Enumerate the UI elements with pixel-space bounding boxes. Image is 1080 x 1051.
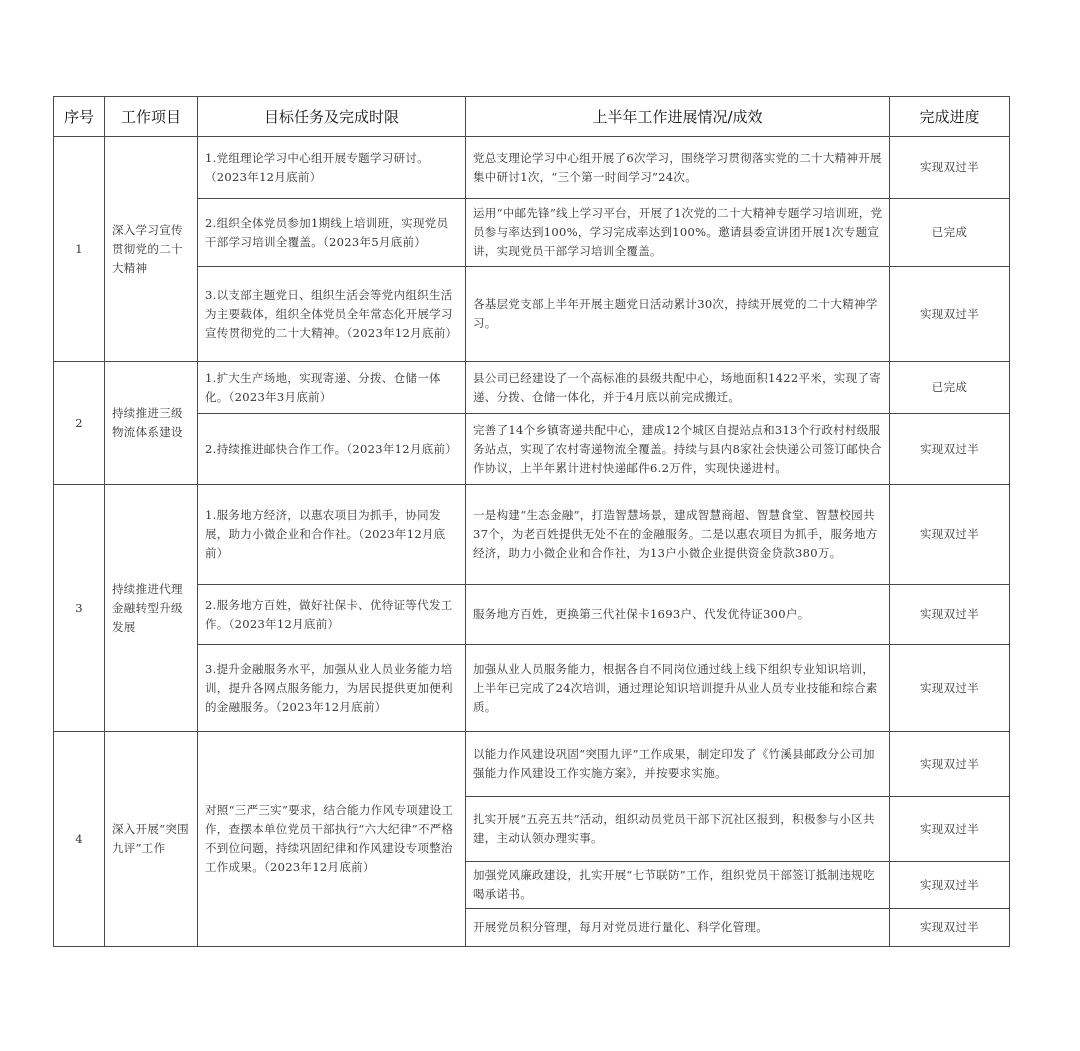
header-item: 工作项目 xyxy=(105,97,198,137)
completion-status: 实现双过半 xyxy=(890,267,1010,362)
header-progress: 上半年工作进展情况/成效 xyxy=(466,97,890,137)
target-task: 对照“三严三实”要求，结合能力作风专项建设工作，查摆本单位党员干部执行“六大纪律”不严格不到位问题，持续巩固纪律和作风建设专项整治工作成果。（2023年12月底前） xyxy=(198,732,466,947)
progress-result: 以能力作风建设巩固“突围九评”工作成果，制定印发了《竹溪县邮政分公司加强能力作风建设工作实施方案》，并按要求实施。 xyxy=(466,732,890,797)
target-task: 3.以支部主题党日、组织生活会等党内组织生活为主要载体，组织全体党员全年常态化开展学习宣传贯彻党的二十大精神。（2023年12月底前） xyxy=(198,267,466,362)
completion-status: 实现双过半 xyxy=(890,862,1010,909)
completion-status: 实现双过半 xyxy=(890,732,1010,797)
completion-status: 已完成 xyxy=(890,199,1010,267)
progress-result: 运用“中邮先锋”线上学习平台，开展了1次党的二十大精神专题学习培训班，党员参与率达到100%，学习完成率达到100%。邀请县委宣讲团开展1次专题宣讲，实现党员干部学习培训全覆盖。 xyxy=(466,199,890,267)
header-target: 目标任务及完成时限 xyxy=(198,97,466,137)
progress-result: 完善了14个乡镇寄递共配中心，建成12个城区自提站点和313个行政村村级服务站点，实现了农村寄递物流全覆盖。持续与县内8家社会快递公司签订邮快合作协议，上半年累计进村快递邮件6.2万件，实现快递进村。 xyxy=(466,414,890,485)
row-index: 1 xyxy=(54,137,105,362)
completion-status: 实现双过半 xyxy=(890,485,1010,585)
target-task: 1.扩大生产场地，实现寄递、分拨、仓储一体化。（2023年3月底前） xyxy=(198,362,466,414)
table-row xyxy=(54,732,1010,797)
completion-status: 已完成 xyxy=(890,362,1010,414)
table-row xyxy=(54,414,1010,485)
table-row xyxy=(54,362,1010,414)
completion-status: 实现双过半 xyxy=(890,414,1010,485)
header-index: 序号 xyxy=(54,97,105,137)
progress-result: 一是构建“生态金融”，打造智慧场景，建成智慧商超、智慧食堂、智慧校园共37个，为老百姓提供无处不在的金融服务。二是以惠农项目为抓手，服务地方经济，助力小微企业和合作社，为13户小微企业提供资金贷款380万。 xyxy=(466,485,890,585)
table-row xyxy=(54,485,1010,585)
target-task: 2.持续推进邮快合作工作。（2023年12月底前） xyxy=(198,414,466,485)
target-task: 3.提升金融服务水平，加强从业人员业务能力培训，提升各网点服务能力，为居民提供更加便利的金融服务。（2023年12月底前） xyxy=(198,645,466,732)
completion-status: 实现双过半 xyxy=(890,797,1010,862)
progress-result: 县公司已经建设了一个高标准的县级共配中心，场地面积1422平米，实现了寄递、分拨、仓储一体化，并于4月底以前完成搬迁。 xyxy=(466,362,890,414)
table-row xyxy=(54,137,1010,199)
work-item: 深入开展“突围九评”工作 xyxy=(105,732,198,947)
completion-status: 实现双过半 xyxy=(890,909,1010,947)
progress-result: 各基层党支部上半年开展主题党日活动累计30次，持续开展党的二十大精神学习。 xyxy=(466,267,890,362)
work-item: 深入学习宣传贯彻党的二十大精神 xyxy=(105,137,198,362)
progress-result: 党总支理论学习中心组开展了6次学习，围绕学习贯彻落实党的二十大精神开展集中研讨1次，“三个第一时间学习”24次。 xyxy=(466,137,890,199)
table-header-row xyxy=(54,97,1010,137)
progress-result: 开展党员积分管理，每月对党员进行量化、科学化管理。 xyxy=(466,909,890,947)
target-task: 2.服务地方百姓，做好社保卡、优待证等代发工作。（2023年12月底前） xyxy=(198,585,466,645)
target-task: 1.党组理论学习中心组开展专题学习研讨。（2023年12月底前） xyxy=(198,137,466,199)
target-task: 2.组织全体党员参加1期线上培训班，实现党员干部学习培训全覆盖。（2023年5月底前） xyxy=(198,199,466,267)
row-index: 4 xyxy=(54,732,105,947)
table-row xyxy=(54,199,1010,267)
work-progress-document xyxy=(53,96,1009,947)
header-status: 完成进度 xyxy=(890,97,1010,137)
completion-status: 实现双过半 xyxy=(890,585,1010,645)
completion-status: 实现双过半 xyxy=(890,645,1010,732)
completion-status: 实现双过半 xyxy=(890,137,1010,199)
table-row xyxy=(54,645,1010,732)
progress-result: 服务地方百姓，更换第三代社保卡1693户、代发优待证300户。 xyxy=(466,585,890,645)
table-row xyxy=(54,585,1010,645)
progress-result: 加强从业人员服务能力，根据各自不同岗位通过线上线下组织专业知识培训，上半年已完成了24次培训，通过理论知识培训提升从业人员专业技能和综合素质。 xyxy=(466,645,890,732)
table-row xyxy=(54,267,1010,362)
progress-result: 加强党风廉政建设，扎实开展“七节联防”工作，组织党员干部签订抵制违规吃喝承诺书。 xyxy=(466,862,890,909)
work-progress-table xyxy=(53,96,1010,947)
row-index: 3 xyxy=(54,485,105,732)
row-index: 2 xyxy=(54,362,105,485)
progress-result: 扎实开展“五亮五共”活动，组织动员党员干部下沉社区报到，积极参与小区共建，主动认领办理实事。 xyxy=(466,797,890,862)
work-item: 持续推进三级物流体系建设 xyxy=(105,362,198,485)
target-task: 1.服务地方经济，以惠农项目为抓手，协同发展，助力小微企业和合作社。（2023年12月底前） xyxy=(198,485,466,585)
work-item: 持续推进代理金融转型升级发展 xyxy=(105,485,198,732)
